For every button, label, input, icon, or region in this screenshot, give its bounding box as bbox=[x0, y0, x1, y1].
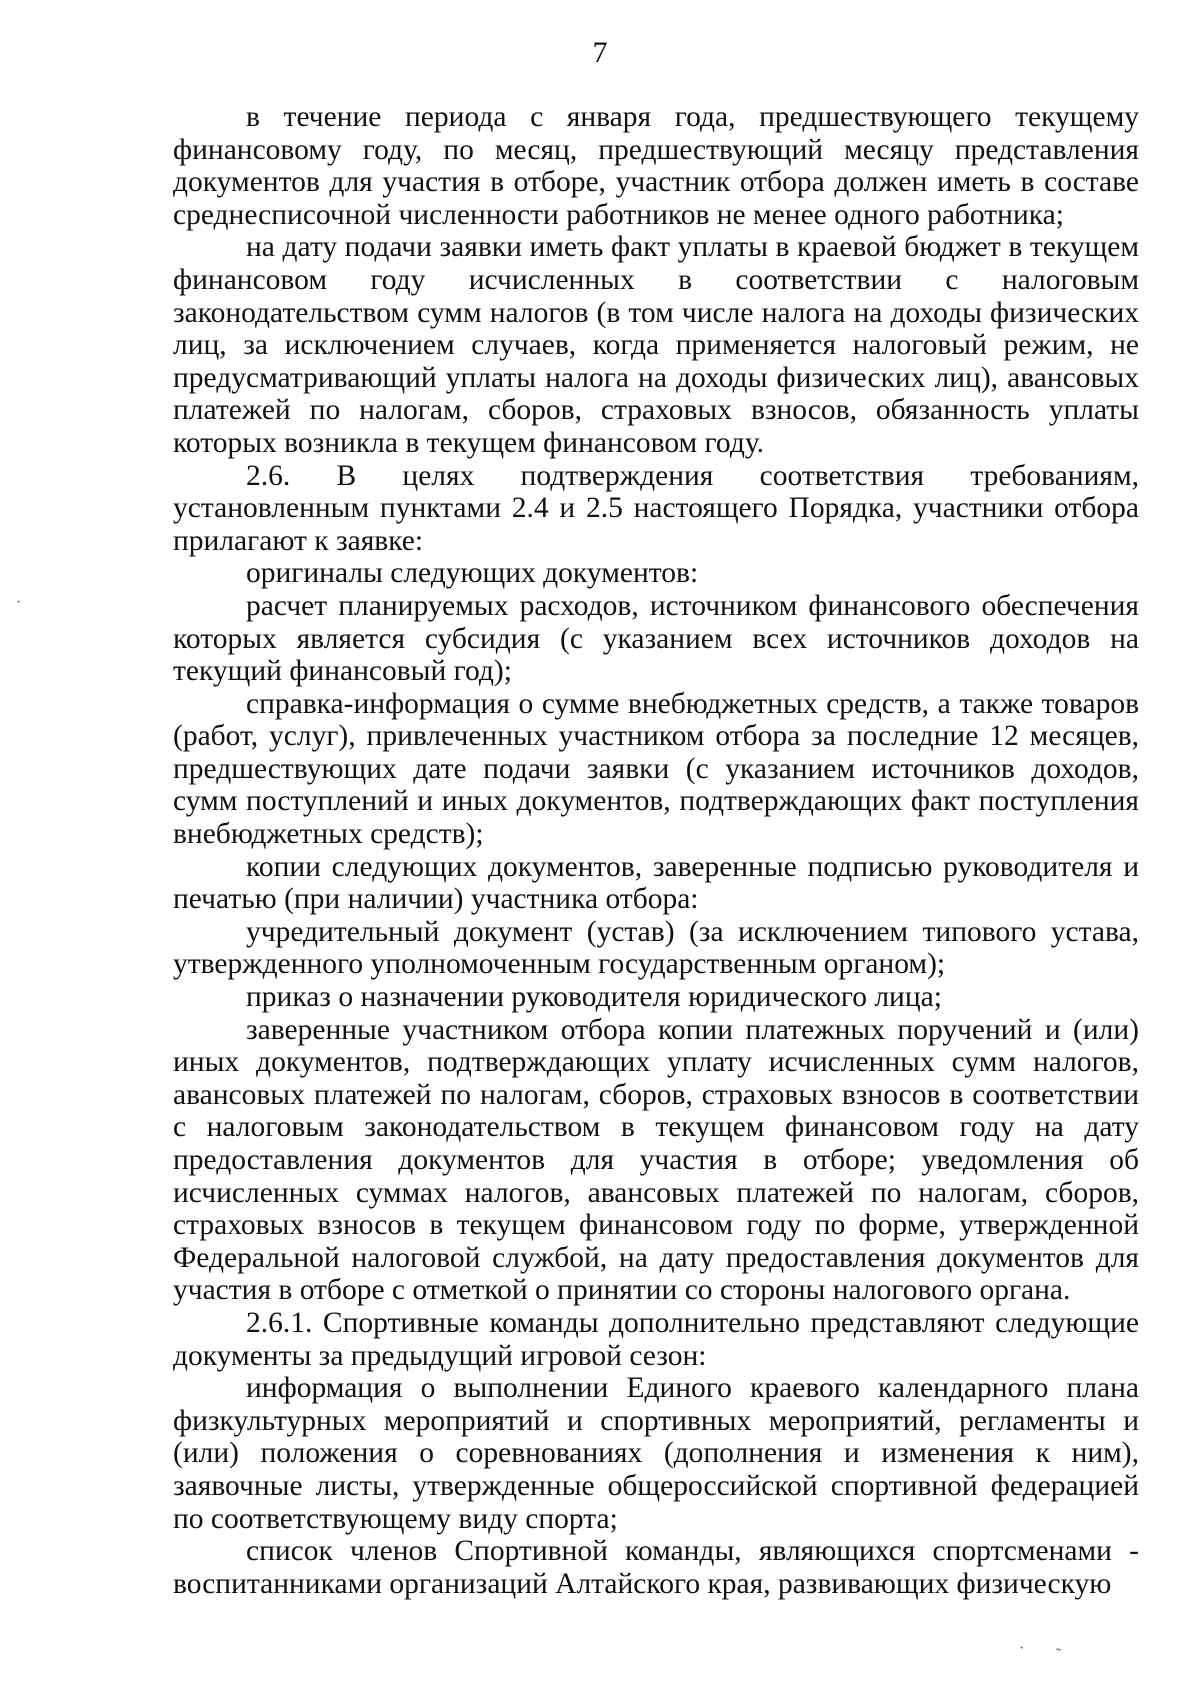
paragraph: информация о выполнении Единого краевого календарного плана физкультурных мероприятий и спортивных мероприятий, регламенты и (или) положения о соревнованиях (дополнения и изменения к ним), заявочные листы, утвержденные общероссийской спортивной федерацией по соответствующему виду спорта; bbox=[173, 1372, 1139, 1535]
paragraph: заверенные участником отбора копии платежных поручений и (или) иных документов, подтверждающих уплату исчисленных сумм налогов, авансовых платежей по налогам, сборов, страховых взносов в соответствии с налоговым законодательством в текущем финансовом году на дату предоставления документов для участия в отборе; уведомления об исчисленных суммах налогов, авансовых платежей по налогам, сборов, страховых взносов в текущем финансовом году по форме, утвержденной Федеральной налоговой службой, на дату предоставления документов для участия в отборе с отметкой о принятии со стороны налогового органа. bbox=[173, 1013, 1139, 1307]
page-number: 7 bbox=[592, 36, 608, 69]
scan-artifact: · bbox=[1019, 1640, 1025, 1657]
paragraph: расчет планируемых расходов, источником финансового обеспечения которых является субсидия (с указанием всех источников доходов на текущий финансовый год); bbox=[173, 589, 1139, 688]
paragraph: справка-информация о сумме внебюджетных средств, а также товаров (работ, услуг), привлеченных участником отбора за последние 12 месяцев, предшествующих дате подачи заявки (с указанием источников доходов, сумм поступлений и иных документов, подтверждающих факт поступления внебюджетных средств); bbox=[173, 687, 1139, 851]
paragraph: список членов Спортивной команды, являющихся спортсменами - воспитанниками организаций Алтайского края, развивающих физическую bbox=[173, 1535, 1139, 1600]
paragraph: копии следующих документов, заверенные подписью руководителя и печатью (при наличии) участника отбора: bbox=[173, 850, 1139, 916]
paragraph: приказ о назначении руководителя юридического лица; bbox=[246, 981, 942, 1014]
scan-artifact: · bbox=[16, 594, 22, 611]
paragraph: на дату подачи заявки иметь факт уплаты в краевой бюджет в текущем финансовом году исчисленных в соответствии с налоговым законодательством сумм налогов (в том числе налога на доходы физических лиц, за исключением случаев, когда применяется налоговый режим, не предусматривающий уплаты налога на доходы физических лиц), авансовых платежей по налогам, сборов, страховых взносов, обязанность уплаты которых возникла в текущем финансовом году. bbox=[173, 231, 1139, 459]
paragraph: 2.6.1. Спортивные команды дополнительно представляют следующие документы за предыдущий игровой сезон: bbox=[173, 1306, 1139, 1372]
scan-artifact: ˜ bbox=[1056, 1646, 1062, 1663]
paragraph: оригиналы следующих документов: bbox=[246, 557, 699, 590]
paragraph: в течение периода с января года, предшествующего текущему финансовому году, по месяц, предшествующий месяцу представления документов для участия в отборе, участник отбора должен иметь в составе среднесписочной численности работников не менее одного работника; bbox=[173, 101, 1139, 231]
paragraph: 2.6. В целях подтверждения соответствия требованиям, установленным пунктами 2.4 и 2.5 настоящего Порядка, участники отбора прилагают к заявке: bbox=[173, 459, 1139, 557]
paragraph: учредительный документ (устав) (за исключением типового устава, утвержденного уполномоченным государственным органом); bbox=[173, 915, 1139, 981]
document-body bbox=[173, 101, 1139, 1600]
